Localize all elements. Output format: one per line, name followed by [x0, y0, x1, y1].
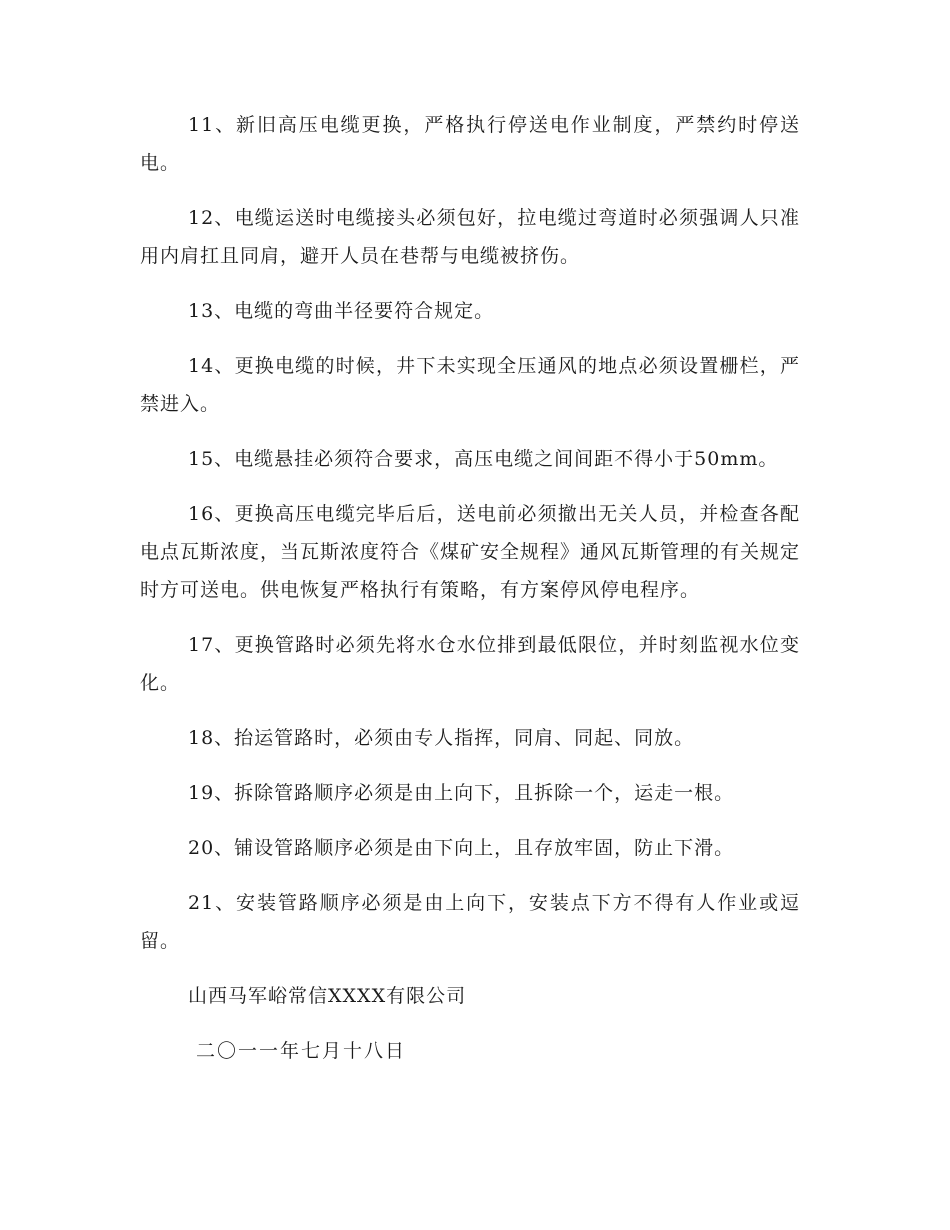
document-date: 二〇一一年七月十八日: [196, 1040, 407, 1062]
paragraph-17: 17、更换管路时必须先将水仓水位排到最低限位，并时刻监视水位变化。: [140, 634, 800, 694]
paragraph-14: 14、更换电缆的时候，井下未实现全压通风的地点必须设置栅栏，严禁进入。: [140, 355, 800, 415]
paragraph-11: 11、新旧高压电缆更换，严格执行停送电作业制度，严禁约时停送电。: [140, 114, 800, 174]
paragraph-21: 21、安装管路顺序必须是由上向下，安装点下方不得有人作业或逗留。: [140, 892, 800, 952]
company-signature: 山西马军峪常信XXXX有限公司: [188, 985, 467, 1007]
paragraph-18: 18、抬运管路时，必须由专人指挥，同肩、同起、同放。: [188, 727, 695, 749]
paragraph-15: 15、电缆悬挂必须符合要求，高压电缆之间间距不得小于50mm。: [188, 448, 779, 470]
paragraph-20: 20、铺设管路顺序必须是由下向上，且存放牢固，防止下滑。: [188, 837, 735, 859]
paragraph-19: 19、拆除管路顺序必须是由上向下，且拆除一个，运走一根。: [188, 782, 735, 804]
paragraph-12: 12、电缆运送时电缆接头必须包好，拉电缆过弯道时必须强调人只准用内肩扛且同肩，避开人员在巷帮与电缆被挤伤。: [140, 207, 800, 267]
paragraph-13: 13、电缆的弯曲半径要符合规定。: [188, 300, 495, 322]
paragraph-16: 16、更换高压电缆完毕后后，送电前必须撤出无关人员，并检查各配电点瓦斯浓度，当瓦斯浓度符合《煤矿安全规程》通风瓦斯管理的有关规定时方可送电。供电恢复严格执行有策略，有方案停风停电程序。: [140, 503, 801, 601]
document-body: [140, 106, 800, 1070]
